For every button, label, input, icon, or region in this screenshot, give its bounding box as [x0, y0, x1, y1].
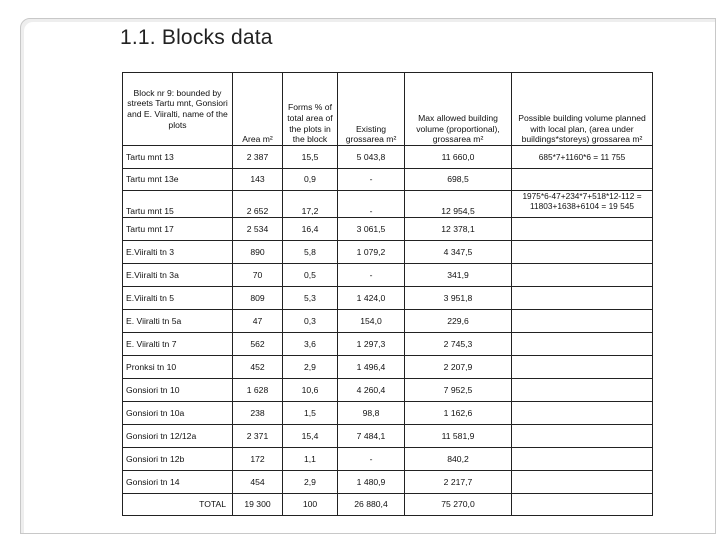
cell-existing: -: [338, 264, 405, 287]
table-row: [123, 379, 653, 402]
cell-possible: [512, 169, 653, 191]
cell-max: 698,5: [405, 169, 512, 191]
cell-area: 2 387: [233, 146, 283, 169]
cell-max: 12 954,5: [405, 191, 512, 218]
cell-existing: 1 079,2: [338, 241, 405, 264]
cell-existing: 1 480,9: [338, 471, 405, 494]
cell-possible: [512, 471, 653, 494]
table-row: [123, 241, 653, 264]
cell-max: 229,6: [405, 310, 512, 333]
cell-existing: 98,8: [338, 402, 405, 425]
cell-name: Pronksi tn 10: [123, 356, 233, 379]
cell-max: 840,2: [405, 448, 512, 471]
cell-name: E. Viiralti tn 7: [123, 333, 233, 356]
cell-existing: 154,0: [338, 310, 405, 333]
table-row: [123, 310, 653, 333]
cell-possible: [512, 402, 653, 425]
total-name: TOTAL: [123, 494, 233, 516]
table-row: [123, 146, 653, 169]
total-existing: 26 880,4: [338, 494, 405, 516]
cell-name: Tartu mnt 15: [123, 191, 233, 218]
cell-max: 11 581,9: [405, 425, 512, 448]
header-existing: Existing grossarea m²: [338, 73, 405, 146]
cell-forms: 5,3: [283, 287, 338, 310]
cell-area: 890: [233, 241, 283, 264]
cell-area: 809: [233, 287, 283, 310]
cell-forms: 0,5: [283, 264, 338, 287]
cell-forms: 10,6: [283, 379, 338, 402]
table-row: [123, 402, 653, 425]
cell-existing: 4 260,4: [338, 379, 405, 402]
table-row: [123, 448, 653, 471]
table-row: [123, 264, 653, 287]
cell-possible: [512, 287, 653, 310]
cell-name: Tartu mnt 13e: [123, 169, 233, 191]
cell-forms: 2,9: [283, 356, 338, 379]
cell-name: E.Viiralti tn 3a: [123, 264, 233, 287]
cell-name: Gonsiori tn 10a: [123, 402, 233, 425]
cell-name: E.Viiralti tn 5: [123, 287, 233, 310]
cell-forms: 1,5: [283, 402, 338, 425]
cell-possible: [512, 448, 653, 471]
cell-existing: -: [338, 191, 405, 218]
cell-name: Gonsiori tn 10: [123, 379, 233, 402]
cell-forms: 0,3: [283, 310, 338, 333]
total-area: 19 300: [233, 494, 283, 516]
cell-name: Tartu mnt 13: [123, 146, 233, 169]
cell-forms: 17,2: [283, 191, 338, 218]
cell-possible: [512, 241, 653, 264]
cell-area: 1 628: [233, 379, 283, 402]
cell-area: 143: [233, 169, 283, 191]
cell-forms: 15,4: [283, 425, 338, 448]
cell-max: 2 207,9: [405, 356, 512, 379]
cell-existing: 7 484,1: [338, 425, 405, 448]
cell-existing: -: [338, 448, 405, 471]
cell-max: 4 347,5: [405, 241, 512, 264]
table-row: [123, 218, 653, 241]
cell-forms: 0,9: [283, 169, 338, 191]
table-row: [123, 356, 653, 379]
cell-existing: 5 043,8: [338, 146, 405, 169]
cell-possible: 685*7+1160*6 = 11 755: [512, 146, 653, 169]
cell-existing: -: [338, 169, 405, 191]
cell-area: 2 371: [233, 425, 283, 448]
cell-max: 3 951,8: [405, 287, 512, 310]
cell-name: E.Viiralti tn 3: [123, 241, 233, 264]
cell-forms: 5,8: [283, 241, 338, 264]
table-row: [123, 191, 653, 218]
cell-name: Gonsiori tn 12b: [123, 448, 233, 471]
cell-possible: 1975*6-47+234*7+518*12-112 = 11803+1638+6104 = 19 545: [512, 191, 653, 218]
cell-existing: 1 496,4: [338, 356, 405, 379]
cell-area: 2 534: [233, 218, 283, 241]
cell-max: 2 217,7: [405, 471, 512, 494]
cell-max: 12 378,1: [405, 218, 512, 241]
cell-possible: [512, 264, 653, 287]
cell-area: 70: [233, 264, 283, 287]
table-row: [123, 425, 653, 448]
cell-area: 238: [233, 402, 283, 425]
cell-forms: 1,1: [283, 448, 338, 471]
cell-area: 2 652: [233, 191, 283, 218]
cell-possible: [512, 379, 653, 402]
table-row: [123, 471, 653, 494]
cell-possible: [512, 310, 653, 333]
cell-name: E. Viiralti tn 5a: [123, 310, 233, 333]
cell-area: 172: [233, 448, 283, 471]
cell-max: 7 952,5: [405, 379, 512, 402]
header-forms: Forms % of total area of the plots in the block: [283, 73, 338, 146]
header-row: [123, 73, 653, 146]
cell-forms: 16,4: [283, 218, 338, 241]
cell-existing: 1 297,3: [338, 333, 405, 356]
total-forms: 100: [283, 494, 338, 516]
total-possible: [512, 494, 653, 516]
cell-max: 2 745,3: [405, 333, 512, 356]
cell-possible: [512, 356, 653, 379]
cell-max: 1 162,6: [405, 402, 512, 425]
header-block: Block nr 9: bounded by streets Tartu mnt, Gonsiori and E. Viiralti, name of the plots: [123, 73, 233, 146]
slide-title: 1.1. Blocks data: [120, 26, 273, 49]
cell-forms: 3,6: [283, 333, 338, 356]
table-row: [123, 169, 653, 191]
cell-name: Tartu mnt 17: [123, 218, 233, 241]
total-max: 75 270,0: [405, 494, 512, 516]
cell-max: 341,9: [405, 264, 512, 287]
total-row: [123, 494, 653, 516]
blocks-data-table: [122, 72, 653, 516]
table-row: [123, 287, 653, 310]
cell-area: 452: [233, 356, 283, 379]
table-row: [123, 333, 653, 356]
cell-possible: [512, 218, 653, 241]
cell-name: Gonsiori tn 14: [123, 471, 233, 494]
cell-name: Gonsiori tn 12/12a: [123, 425, 233, 448]
cell-max: 11 660,0: [405, 146, 512, 169]
header-max: Max allowed building volume (proportional), grossarea m²: [405, 73, 512, 146]
cell-forms: 15,5: [283, 146, 338, 169]
cell-possible: [512, 333, 653, 356]
header-area: Area m²: [233, 73, 283, 146]
cell-existing: 3 061,5: [338, 218, 405, 241]
header-possible: Possible building volume planned with local plan, (area under buildings*storeys) grossarea m²: [512, 73, 653, 146]
cell-area: 562: [233, 333, 283, 356]
cell-area: 454: [233, 471, 283, 494]
cell-possible: [512, 425, 653, 448]
cell-existing: 1 424,0: [338, 287, 405, 310]
cell-area: 47: [233, 310, 283, 333]
cell-forms: 2,9: [283, 471, 338, 494]
